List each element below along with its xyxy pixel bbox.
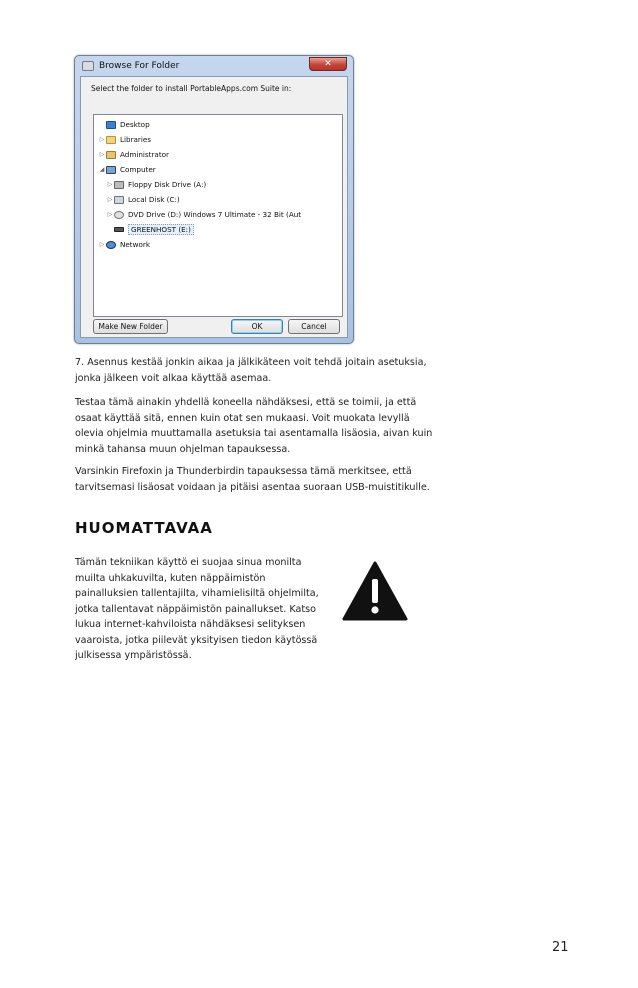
warning-icon (342, 561, 408, 621)
tree-item-administrator (98, 148, 169, 161)
tree-item-dvd-drive (106, 208, 301, 221)
expand-arrow-icon: ▷ (107, 211, 113, 218)
computer-icon (106, 166, 116, 174)
tree-item-computer (98, 163, 156, 176)
notice-heading: HUOMATTAVAA (75, 519, 213, 537)
tree-item-label: GREENHOST (E:) (128, 224, 194, 235)
tree-item-label: Floppy Disk Drive (A:) (128, 180, 207, 189)
tree-item-label: Libraries (120, 135, 152, 144)
notice-text: Tämän tekniikan käyttö ei suojaa sinua monilta muilta uhkakuvilta, kuten näppäimistön painalluksien tallentajilta, vihamielisiltä ohjelmilta, jotka tallentavat näppäimistön painallukset. Katso lukua internet-kahviloista nähdäksesi selityksen vaaroista, jotka piilevät yksityisen tiedon käytössä julkisessa ympäristössä. (75, 557, 319, 661)
dialog-prompt: Select the folder to install PortableApps.com Suite in: (91, 84, 292, 93)
tree-item-label: Computer (120, 165, 156, 174)
dialog-titlebar (75, 56, 353, 76)
user-folder-icon (106, 151, 116, 159)
tree-item-libraries (98, 133, 151, 146)
paragraph-testing: Testaa tämä ainakin yhdellä koneella nähdäksesi, että se toimii, ja että osaat käyttää sitä, ennen kuin otat sen mukaasi. Voit muokata levyllä olevia ohjelmia muuttamalla asetuksia tai asentamalla lisäosia, aivan kuin minkä tahansa muun ohjelman tapauksessa. (75, 397, 433, 455)
expand-arrow-icon: ▷ (99, 151, 105, 158)
tree-item-desktop (98, 118, 150, 131)
tree-item-greenhost (106, 223, 194, 236)
tree-item-label: Network (120, 240, 151, 249)
ok-button: OK (231, 319, 283, 334)
tree-item-local-disk (106, 193, 180, 206)
page-number: 21 (552, 940, 569, 955)
cancel-button: Cancel (288, 319, 340, 334)
dvd-drive-icon (114, 211, 124, 219)
folder-tree (93, 114, 343, 317)
dialog-client-area (80, 76, 348, 338)
tree-item-floppy (106, 178, 206, 191)
paragraph-step-7: 7. Asennus kestää jonkin aikaa ja jälkikäteen voit tehdä joitain asetuksia, jonka jälkeen voit alkaa käyttää asemaa. (75, 357, 427, 384)
tree-item-label: Administrator (120, 150, 169, 159)
desktop-icon (106, 121, 116, 129)
usb-drive-icon (114, 227, 124, 232)
make-new-folder-button: Make New Folder (93, 319, 168, 334)
libraries-icon (106, 136, 116, 144)
expand-arrow-icon: ▷ (107, 181, 113, 188)
local-disk-icon (114, 196, 124, 204)
paragraph-firefox-thunderbird: Varsinkin Firefoxin ja Thunderbirdin tapauksessa tämä merkitsee, että tarvitsemasi lisäosat voidaan ja pitäisi asentaa suoraan USB-muistitikulle. (75, 466, 430, 493)
expand-arrow-icon: ▷ (99, 241, 105, 248)
tree-item-label: Local Disk (C:) (128, 195, 180, 204)
browse-for-folder-dialog (74, 55, 354, 344)
expand-arrow-icon: ▷ (107, 196, 113, 203)
network-icon (106, 241, 116, 249)
tree-item-label: Desktop (120, 120, 150, 129)
tree-item-network (98, 238, 150, 251)
dialog-title: Browse For Folder (99, 61, 180, 71)
floppy-drive-icon (114, 181, 124, 189)
tree-item-label: DVD Drive (D:) Windows 7 Ultimate - 32 Bit (Aut (128, 210, 302, 219)
expand-arrow-icon: ▷ (99, 136, 105, 143)
dialog-app-icon (82, 61, 94, 71)
collapse-arrow-icon: ◢ (99, 166, 105, 173)
close-icon: ✕ (309, 57, 347, 71)
